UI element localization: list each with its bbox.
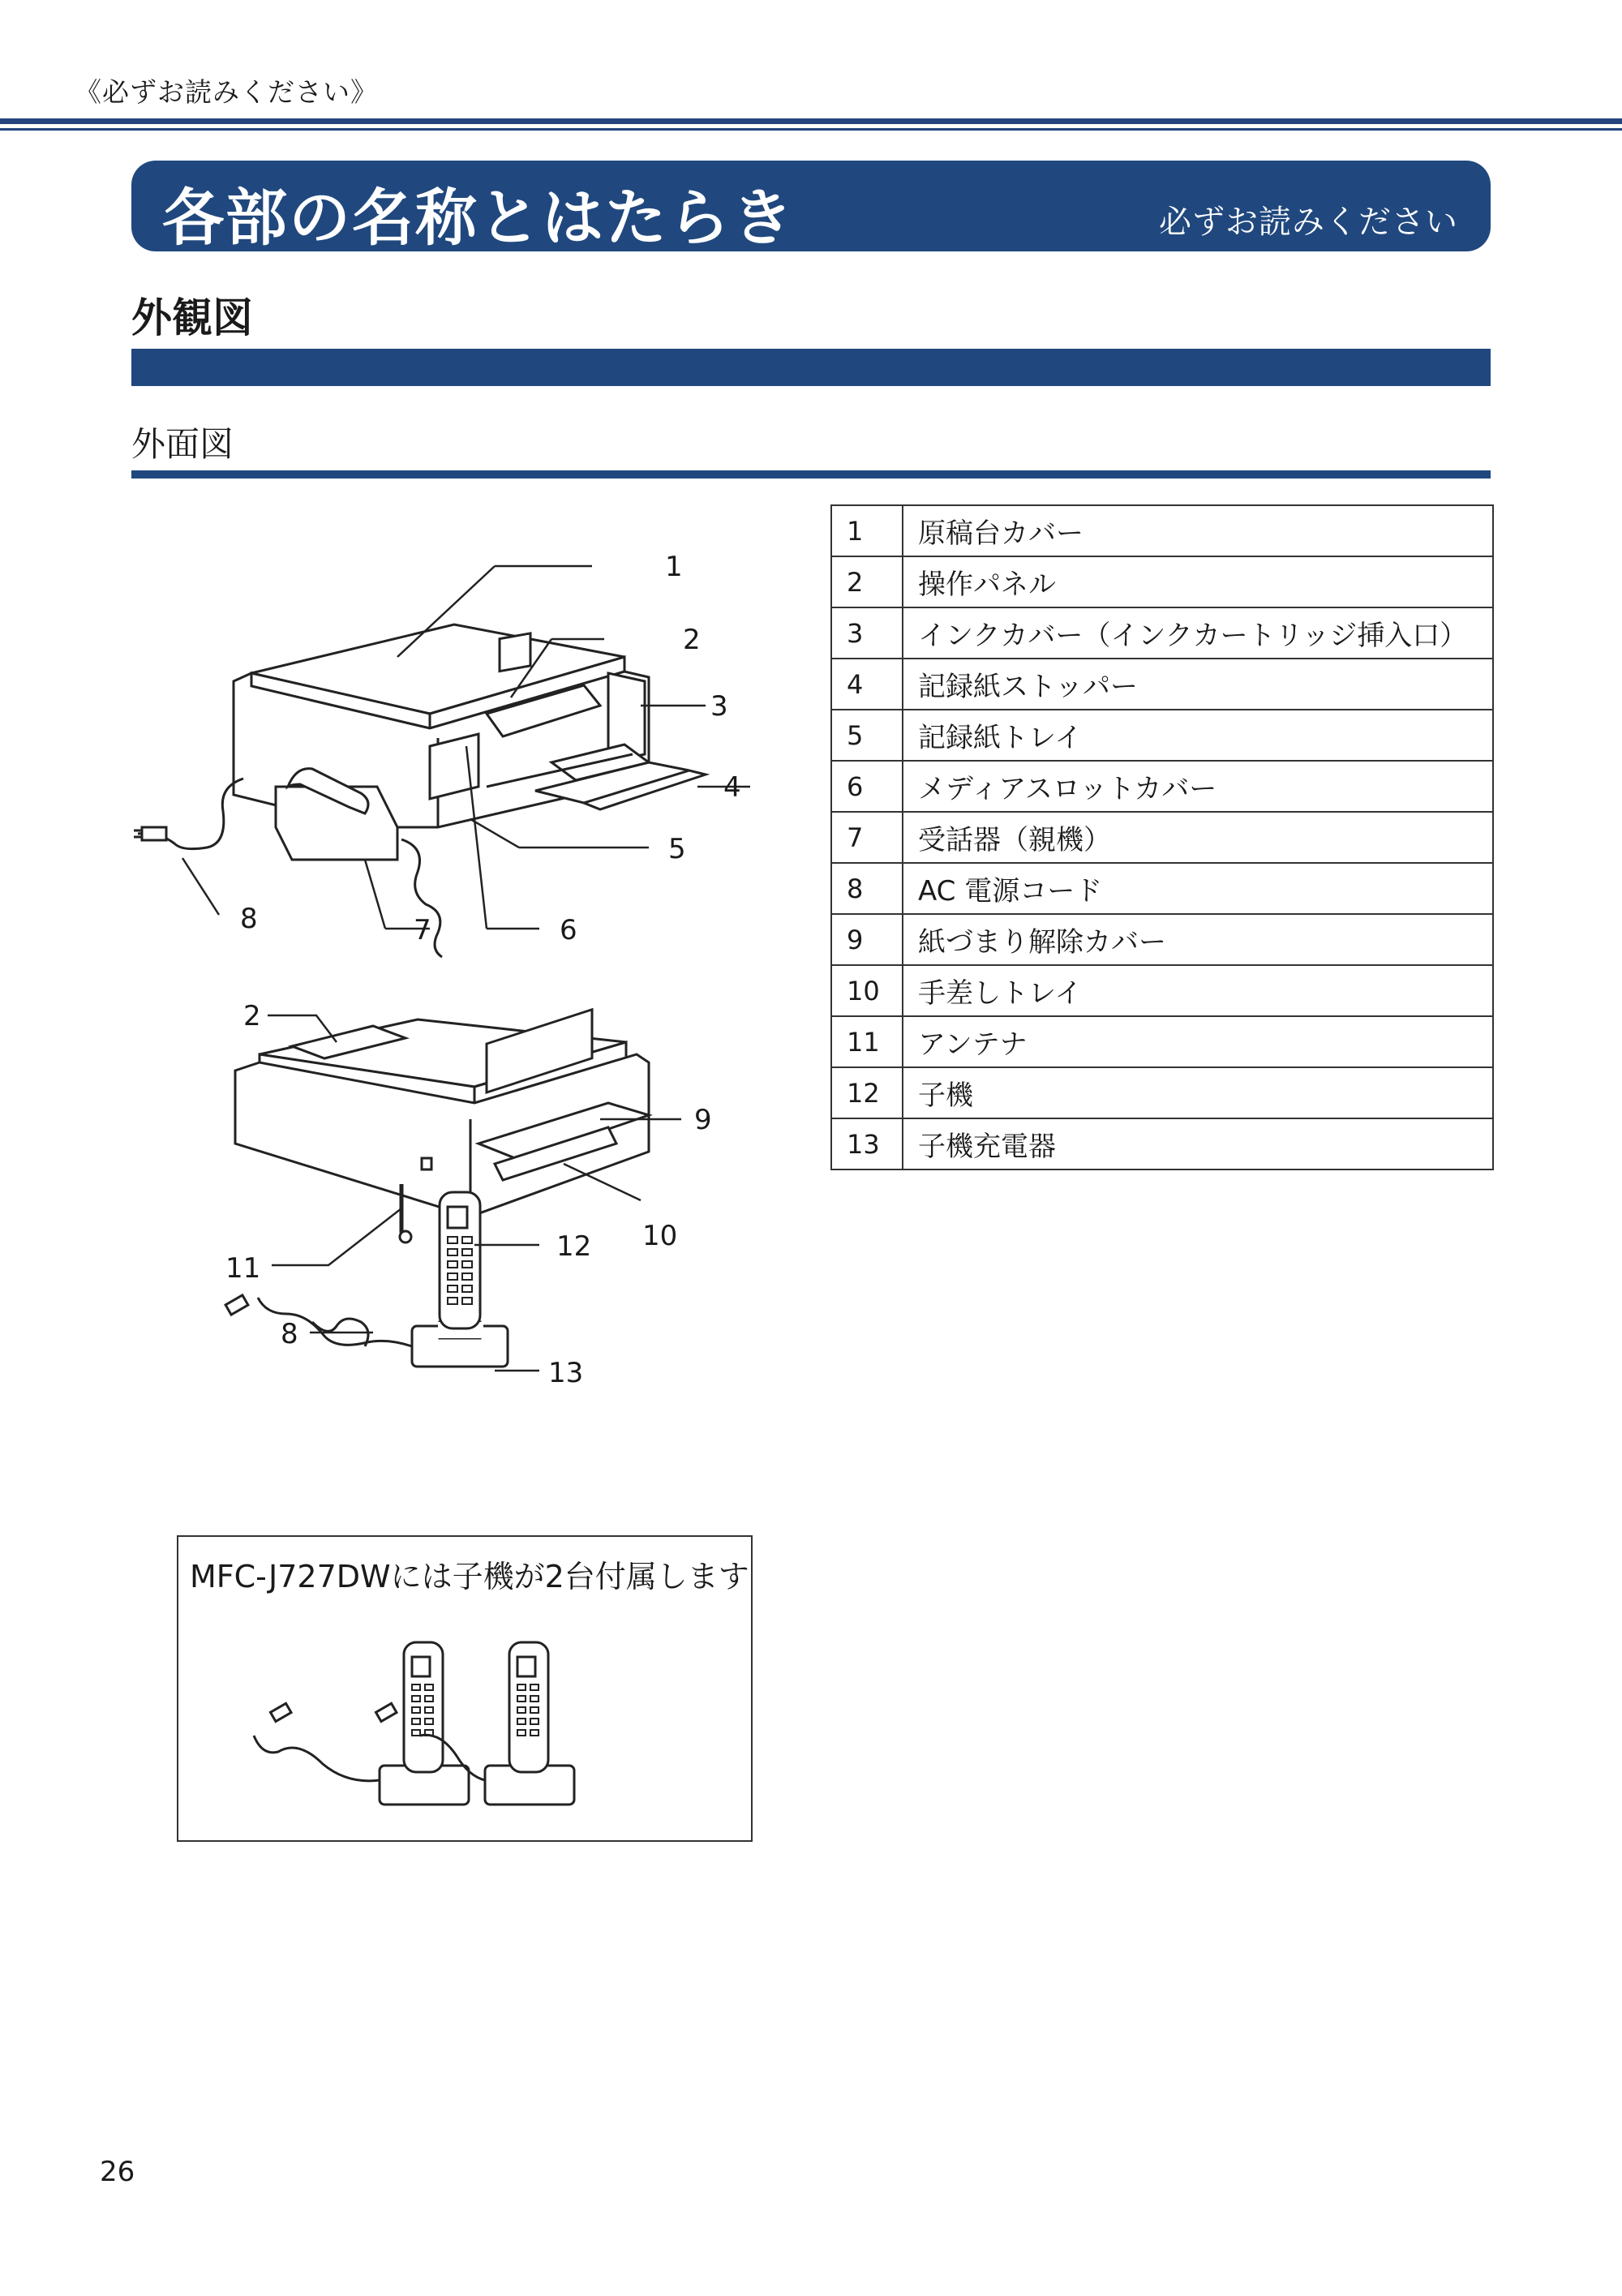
part-name: 手差しトレイ [903, 965, 1493, 1016]
section-bar [131, 349, 1491, 386]
table-row [831, 505, 1493, 556]
part-number: 6 [831, 761, 903, 812]
running-header: 《必ずお読みください》 [75, 76, 378, 108]
part-number: 5 [831, 710, 903, 761]
callout-8: 8 [240, 903, 258, 935]
part-name: インクカバー（インクカートリッジ挿入口） [903, 607, 1493, 659]
part-name: 原稿台カバー [903, 505, 1493, 556]
callout-11: 11 [225, 1252, 261, 1285]
header-rule-thin [0, 128, 1622, 131]
callout-handset-8: 8 [281, 1318, 298, 1350]
table-row [831, 965, 1493, 1016]
part-name: 操作パネル [903, 556, 1493, 607]
note-box [177, 1535, 753, 1842]
part-number: 12 [831, 1067, 903, 1118]
part-number: 7 [831, 812, 903, 863]
callout-2: 2 [683, 624, 701, 656]
part-number: 1 [831, 505, 903, 556]
must-read-badge: 必ずお読みください [1159, 204, 1458, 241]
part-number: 2 [831, 556, 903, 607]
part-name: 紙づまり解除カバー [903, 914, 1493, 965]
table-row [831, 914, 1493, 965]
table-row [831, 659, 1493, 710]
callout-7: 7 [414, 914, 431, 946]
table-row [831, 1016, 1493, 1067]
part-name: 受話器（親機） [903, 812, 1493, 863]
table-row [831, 607, 1493, 659]
table-row [831, 1118, 1493, 1169]
note-text: MFC-J727DWには子機が2台付属します [190, 1559, 749, 1594]
table-row [831, 710, 1493, 761]
part-name: 子機 [903, 1067, 1493, 1118]
device-diagram [130, 519, 779, 1606]
part-number: 10 [831, 965, 903, 1016]
callout-5: 5 [668, 833, 686, 865]
callout-12: 12 [556, 1230, 592, 1263]
part-number: 11 [831, 1016, 903, 1067]
part-name: 記録紙ストッパー [903, 659, 1493, 710]
device-illustrations [130, 519, 779, 1606]
part-name: AC 電源コード [903, 863, 1493, 914]
page-title: 各部の名称とはたらき [162, 182, 795, 254]
callout-1: 1 [665, 551, 683, 583]
callout-4: 4 [723, 771, 741, 804]
printer-front-view [134, 624, 706, 957]
page-number: 26 [100, 2156, 135, 2188]
table-row [831, 761, 1493, 812]
part-name: 記録紙トレイ [903, 710, 1493, 761]
part-name: 子機充電器 [903, 1118, 1493, 1169]
table-row [831, 556, 1493, 607]
table-row [831, 812, 1493, 863]
callout-9: 9 [694, 1104, 712, 1136]
part-number: 4 [831, 659, 903, 710]
handset-left [254, 1642, 469, 1805]
callout-10: 10 [642, 1220, 678, 1252]
part-number: 3 [831, 607, 903, 659]
callout-13: 13 [548, 1357, 584, 1389]
subsection-rule [131, 470, 1491, 479]
section-heading: 外観図 [131, 294, 253, 341]
parts-table-body [831, 505, 1493, 1169]
callout-3: 3 [710, 690, 728, 723]
table-row [831, 863, 1493, 914]
part-name: メディアスロットカバー [903, 761, 1493, 812]
part-number: 8 [831, 863, 903, 914]
part-number: 13 [831, 1118, 903, 1169]
header-rule-thick [0, 118, 1622, 124]
part-number: 9 [831, 914, 903, 965]
title-banner [131, 161, 1491, 254]
callout-6: 6 [560, 914, 577, 946]
part-name: アンテナ [903, 1016, 1493, 1067]
parts-table [830, 504, 1494, 1170]
table-row [831, 1067, 1493, 1118]
subsection-heading: 外面図 [131, 424, 234, 464]
handset-with-charger [225, 1192, 508, 1367]
callout-back-2: 2 [243, 1000, 261, 1032]
